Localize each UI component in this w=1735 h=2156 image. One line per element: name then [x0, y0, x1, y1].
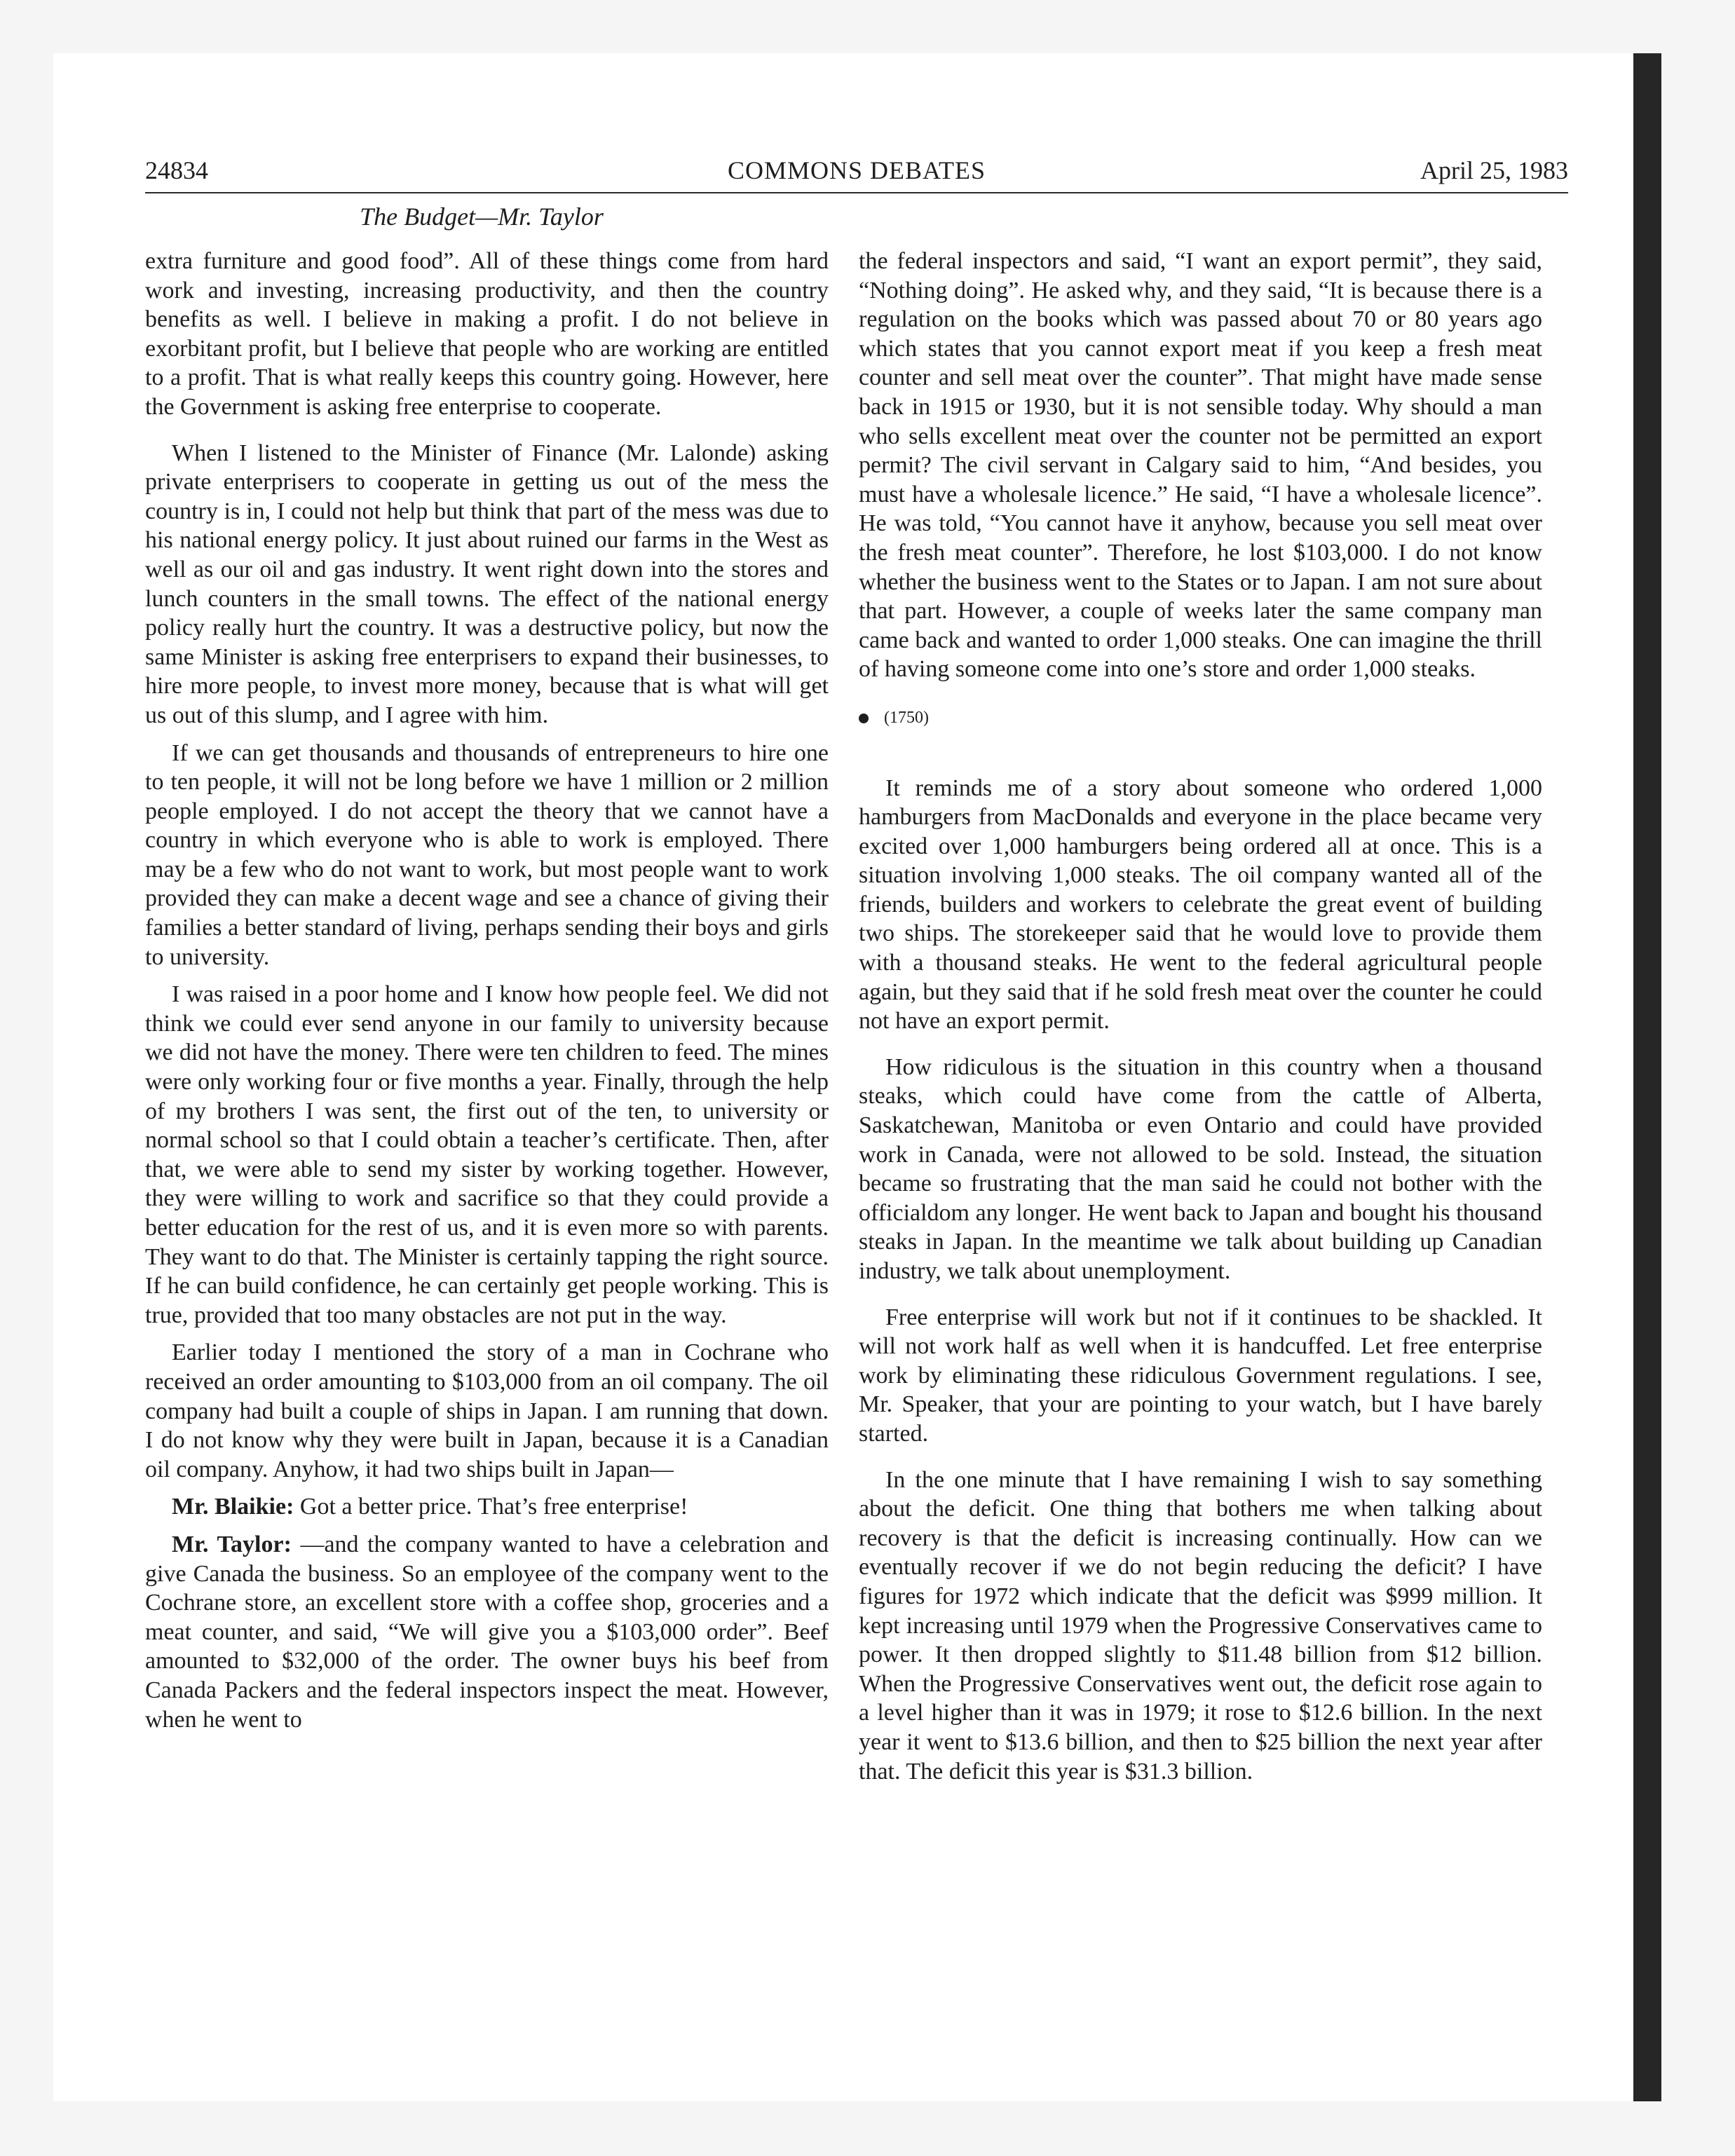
- paragraph: Earlier today I mentioned the story of a man in Cochrane who received an order amounting to $103,000 from an oil company. The oil company had built a couple of ships in Japan. I am running that down. I do not know why they were built in Japan, because it is a Canadian oil company. Anyhow, it had two ships built in Japan—: [145, 1339, 829, 1482]
- running-head: The Budget—Mr. Taylor: [360, 203, 604, 231]
- left-column: [145, 247, 829, 1742]
- page-header: [145, 156, 1568, 193]
- bullet-icon: [859, 714, 869, 723]
- journal-title: COMMONS DEBATES: [727, 156, 986, 184]
- header-date: April 25, 1983: [1420, 156, 1568, 184]
- right-column: [859, 247, 1542, 1794]
- speech-paragraph: [145, 1530, 829, 1734]
- paragraph: How ridiculous is the situation in this country when a thousand steaks, which could have come from the cattle of Alberta, Saskatchewan, Manitoba or even Ontario and could have provided work in Canada, were not allowed to be sold. Instead, the situation became so frustrating that the man said he could not bother with the officialdom any longer. He went back to Japan and bought his thousand steaks in Japan. In the meantime we talk about building up Canadian industry, we talk about unemployment.: [859, 1053, 1542, 1284]
- speaker-name: Mr. Taylor:: [172, 1531, 292, 1557]
- speech-text: —and the company wanted to have a celebration and give Canada the business. So an employee of the company went to the Cochrane store, an excellent store with a coffee shop, groceries and a meat counter, and said, “We will give you a $103,000 order”. Beef amounted to $32,000 of the order. The owner buys his beef from Canada Packers and the federal inspectors inspect the meat. However, when he went to: [145, 1531, 829, 1733]
- time-marker: [859, 704, 1542, 733]
- paragraph: If we can get thousands and thousands of entrepreneurs to hire one to ten people, it will not be long before we have 1 million or 2 million people employed. I do not accept the theory that we cannot have a country in which everyone who is able to work is employed. There may be a few who do not want to work, but most people want to work provided they can make a decent wage and see a chance of giving their families a better standard of living, perhaps sending their boys and girls to university.: [145, 739, 829, 970]
- time-marker-text: (1750): [884, 708, 929, 727]
- paragraph: It reminds me of a story about someone who ordered 1,000 hamburgers from MacDonalds and everyone in the place became very excited over 1,000 hamburgers being ordered all at once. This is a situation involving 1,000 steaks. The oil company wanted all of the friends, builders and workers to celebrate the great event of building two ships. The storekeeper said that he would love to provide them with a thousand steaks. He went to the federal agricultural people again, but they said that if he sold fresh meat over the counter he could not have an export permit.: [859, 775, 1542, 1035]
- paragraph: extra furniture and good food”. All of these things come from hard work and investing, increasing productivity, and then the country benefits as well. I believe in making a profit. I do not believe in exorbitant profit, but I believe that people who are working are entitled to a profit. That is what really keeps this country going. However, here the Government is asking free enterprise to cooperate.: [145, 248, 829, 420]
- scan-edge-bar: [1633, 53, 1661, 2101]
- paragraph: I was raised in a poor home and I know how people feel. We did not think we could ever send anyone in our family to university because we did not have the money. There were ten children to feed. The mines were only working four or five months a year. Finally, through the help of my brothers I was sent, the first out of the ten, to university or normal school so that I could obtain a teacher’s certificate. Then, after that, we were able to send my sister by working together. However, they were willing to work and sacrifice so that they could provide a better education for the rest of us, and it is even more so with parents. They want to do that. The Minister is certainly tapping the right source. If he can build confidence, he can certainly get people working. This is true, provided that too many obstacles are not put in the way.: [145, 981, 829, 1328]
- paragraph: Free enterprise will work but not if it continues to be shackled. It will not work half as well when it is handcuffed. Let free enterprise work by eliminating these ridiculous Government regulations. I see, Mr. Speaker, that your are pointing to your watch, but I have barely started.: [859, 1304, 1542, 1447]
- speech-text: Got a better price. That’s free enterprise!: [299, 1494, 688, 1520]
- speaker-name: Mr. Blaikie:: [172, 1494, 294, 1520]
- paragraph: When I listened to the Minister of Finance (Mr. Lalonde) asking private enterprisers to cooperate in getting us out of the mess the country is in, I could not help but think that part of the mess was due to his national energy policy. It just about ruined our farms in the West as well as our oil and gas industry. It went right down into the stores and lunch counters in the small towns. The effect of the national energy policy really hurt the country. It was a destructive policy, but now the same Minister is asking free enterprisers to expand their businesses, to hire more people, to invest more money, because that is what will get us out of this slump, and I agree with him.: [145, 439, 829, 728]
- page-number: 24834: [145, 156, 208, 184]
- paragraph: In the one minute that I have remaining I wish to say something about the deficit. One thing that bothers me when talking about recovery is that the deficit is increasing continually. How can we eventually recover if we do not begin reducing the deficit? I have figures for 1972 which indicate that the deficit was $999 million. It kept increasing until 1979 when the Progressive Conservatives came to power. It then dropped slightly to $11.48 billion from $12 billion. When the Progressive Conservatives went out, the deficit rose again to a level higher than it was in 1979; it rose to $12.6 billion. In the next year it went to $13.6 billion, and then to $25 billion the next year after that. The deficit this year is $31.3 billion.: [859, 1466, 1542, 1785]
- speech-paragraph: [145, 1492, 829, 1522]
- paragraph: the federal inspectors and said, “I want an export permit”, they said, “Nothing doing”. He asked why, and they said, “It is because there is a regulation on the books which was passed about 70 or 80 years ago which states that you cannot export meat if you keep a fresh meat counter and sell meat over the counter”. That might have made sense back in 1915 or 1930, but it is not sensible today. Why should a man who sells excellent meat over the counter not be permitted an export permit? The civil servant in Calgary said to him, “And besides, you must have a wholesale licence.” He said, “I have a wholesale licence”. He was told, “You cannot have it anyhow, because you sell meat over the fresh meat counter”. Therefore, he lost $103,000. I do not know whether the business went to the States or to Japan. I am not sure about that part. However, a couple of weeks later the same company man came back and wanted to order 1,000 steaks. One can imagine the thrill of having someone come into one’s store and order 1,000 steaks.: [859, 248, 1542, 683]
